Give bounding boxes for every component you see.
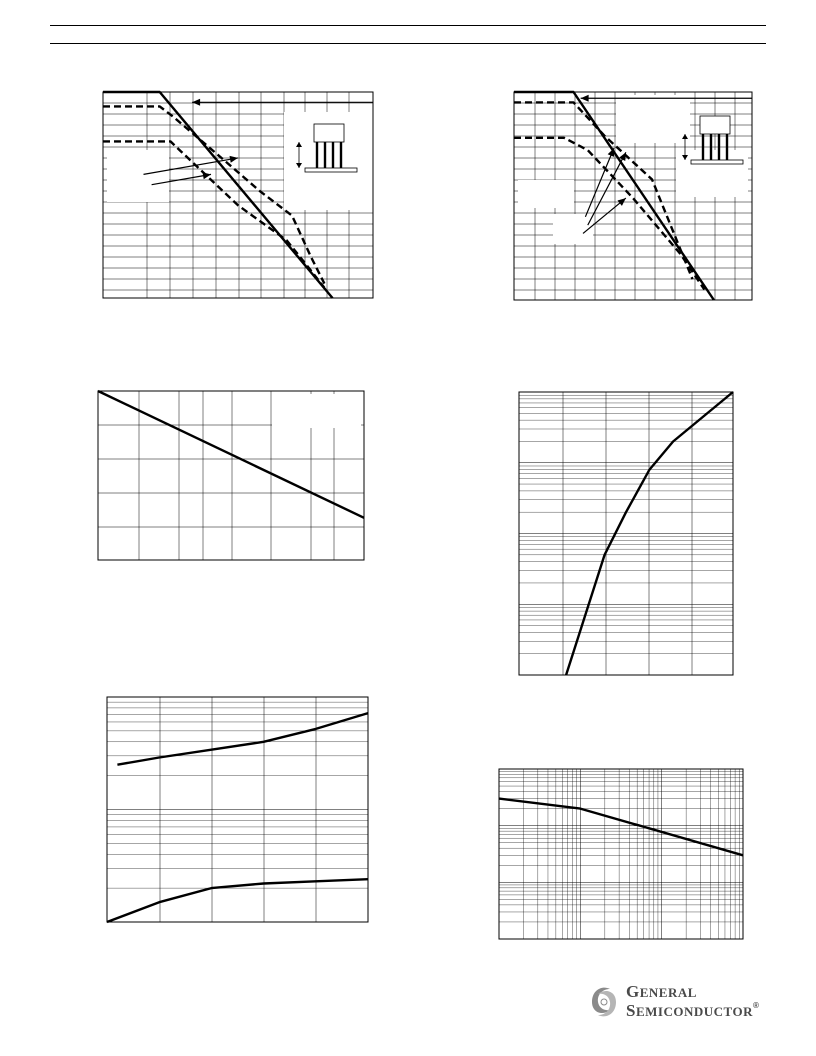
registered-mark: ® [752,1001,760,1010]
chart-fig3 [98,391,364,560]
chart-fig6 [499,769,743,939]
logo-wordmark-line2 [626,1001,759,1021]
label-area-blank [616,95,690,143]
chart-fig5 [107,697,368,922]
chart-fig4 [519,392,733,675]
chart-fig2 [514,92,752,300]
device-body-icon [314,124,344,142]
label-area-blank [272,394,361,428]
logo-line2-rest: EMICONDUCTOR [635,1004,753,1019]
device-board-icon [691,160,743,164]
device-body-icon [700,116,730,134]
logo-emblem-icon [586,980,622,1024]
logo-line2-cap: S [626,1001,636,1020]
device-board-icon [305,168,357,172]
label-area-blank [553,214,593,244]
logo-line1-rest: ENERAL [639,985,697,1000]
logo-line1-cap: G [626,982,640,1001]
logo-wordmark-line1 [626,982,697,1002]
plot-frame [499,769,743,939]
label-area-blank [107,150,169,202]
company-logo [586,980,776,1024]
chart-fig1 [103,92,374,298]
label-area-blank [518,180,574,208]
